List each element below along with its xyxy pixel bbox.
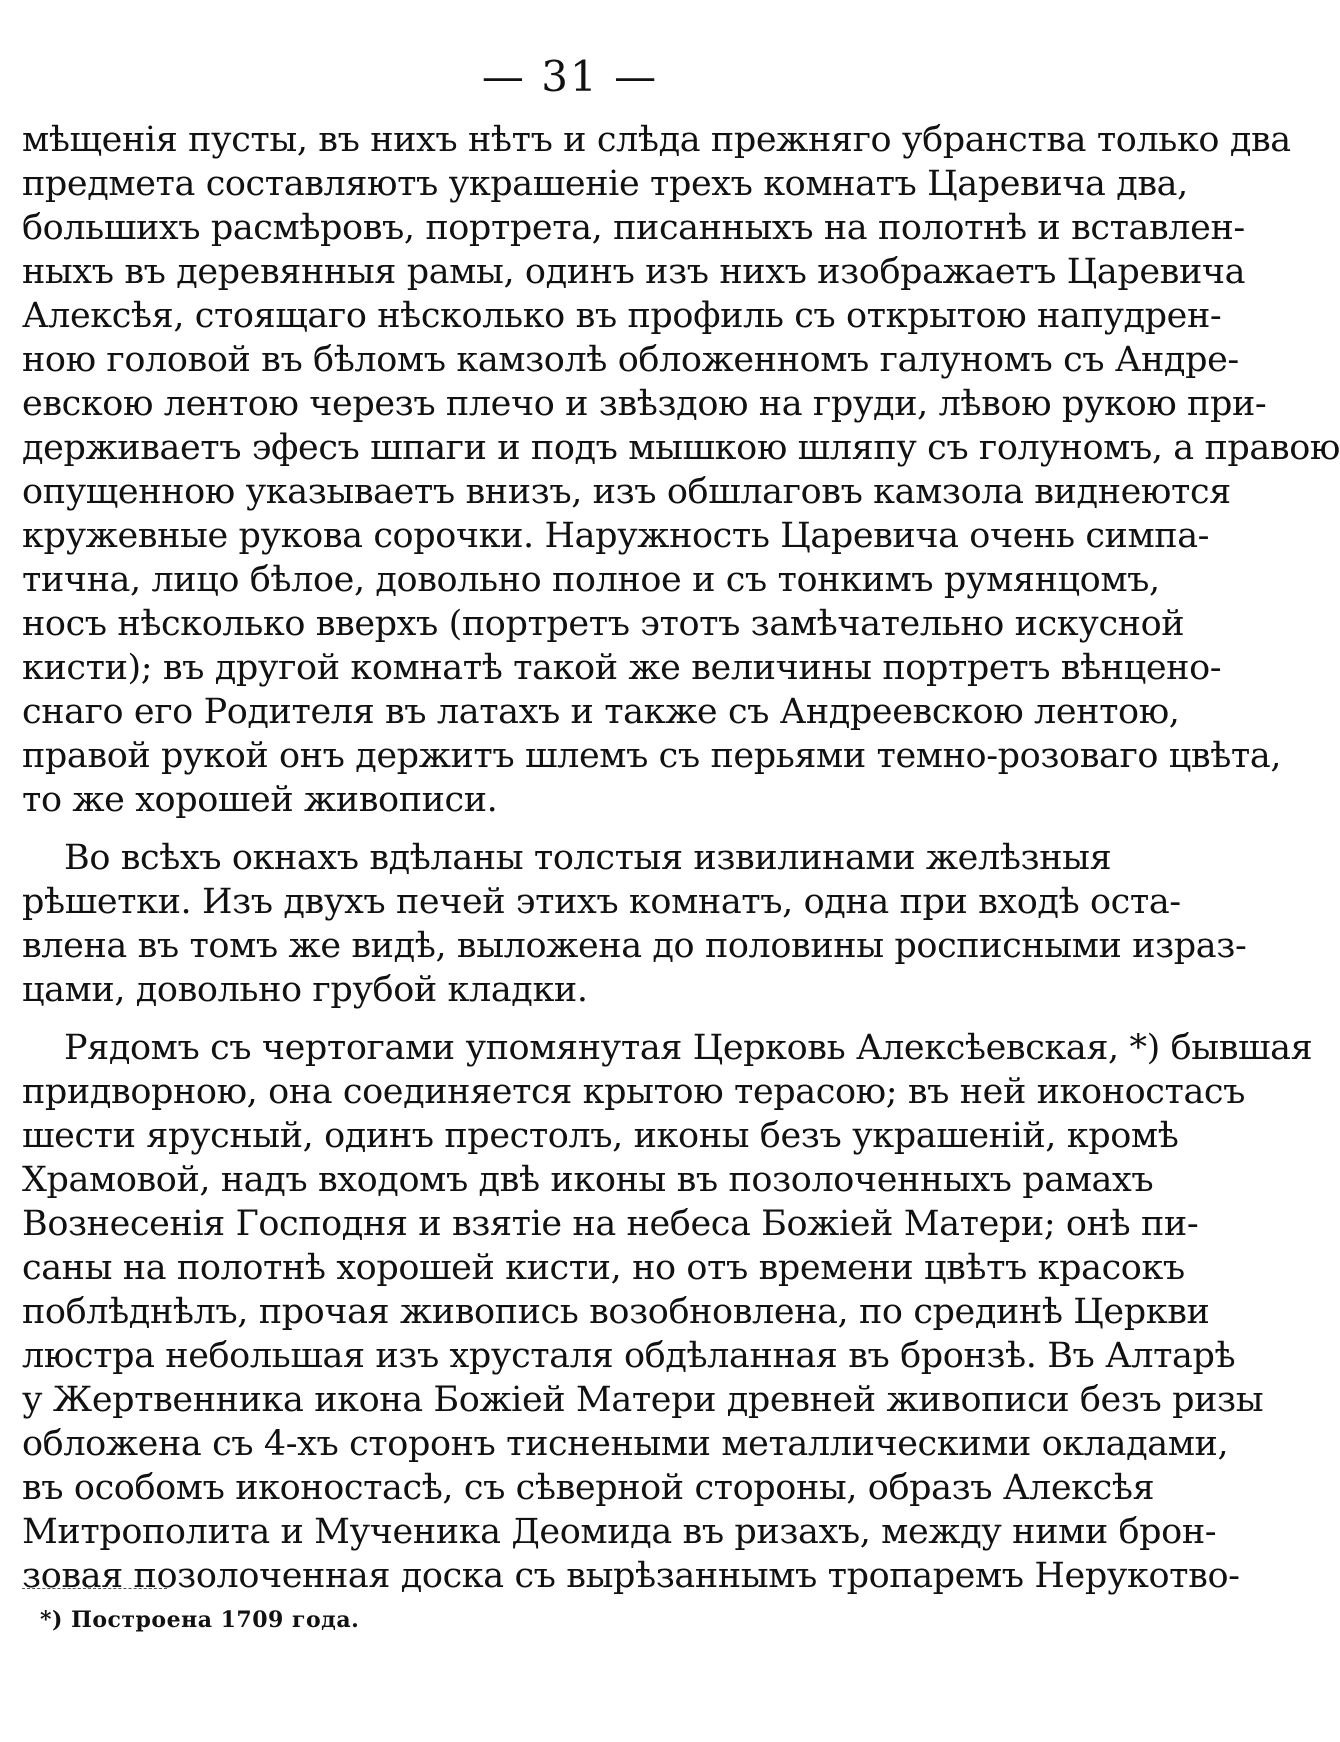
text-line: кружевные рукова сорочки. Наружность Царевича очень симпа- <box>22 516 1210 556</box>
text-line: предмета составляютъ украшеніе трехъ комнатъ Царевича два, <box>22 164 1188 204</box>
text-line: ною головой въ бѣломъ камзолѣ обложенномъ галуномъ съ Андре- <box>22 340 1239 380</box>
paragraph-1 <box>22 118 1340 822</box>
text-line: ныхъ въ деревянныя рамы, одинъ изъ нихъ изображаетъ Царевича <box>22 252 1246 292</box>
body-text <box>22 118 1340 1612</box>
text-line: у Жертвенника икона Божіей Матери древней живописи безъ ризы <box>22 1380 1264 1420</box>
text-line: рѣшетки. Изъ двухъ печей этихъ комнатъ, одна при входѣ оста- <box>22 882 1181 922</box>
text-line: большихъ расмѣровъ, портрета, писанныхъ на полотнѣ и вставлен- <box>22 208 1245 248</box>
text-line: то же хорошей живописи. <box>22 780 498 820</box>
text-line: Вознесенія Господня и взятіе на небеса Божіей Матери; онѣ пи- <box>22 1204 1199 1244</box>
text-line: правой рукой онъ держитъ шлемъ съ перьями темно-розоваго цвѣта, <box>22 736 1282 776</box>
footnote-divider <box>22 1588 167 1589</box>
text-line: зовая позолоченная доска съ вырѣзаннымъ тропаремъ Нерукотво- <box>22 1556 1240 1596</box>
text-line: поблѣднѣлъ, прочая живопись возобновлена, по срединѣ Церкви <box>22 1292 1210 1332</box>
text-line: Алексѣя, стоящаго нѣсколько въ профиль съ открытою напудрен- <box>22 296 1222 336</box>
text-line: евскою лентою черезъ плечо и звѣздою на груди, лѣвою рукою при- <box>22 384 1267 424</box>
page-number: — 31 — <box>481 52 659 101</box>
text-line: носъ нѣсколько вверхъ (портретъ этотъ замѣчательно искусной <box>22 604 1185 644</box>
footnote: *) Построена 1709 года. <box>40 1607 360 1633</box>
paragraph-3 <box>22 1026 1313 1598</box>
text-line: тична, лицо бѣлое, довольно полное и съ тонкимъ румянцомъ, <box>22 560 1160 600</box>
text-line: снаго его Родителя въ латахъ и также съ Андреевскою лентою, <box>22 692 1180 732</box>
text-line: цами, довольно грубой кладки. <box>22 970 588 1010</box>
text-line: держиваетъ эфесъ шпаги и подъ мышкою шляпу съ голуномъ, а правою <box>22 428 1340 468</box>
text-line: саны на полотнѣ хорошей кисти, но отъ времени цвѣтъ красокъ <box>22 1248 1185 1288</box>
text-line: кисти); въ другой комнатѣ такой же величины портретъ вѣнцено- <box>22 648 1222 688</box>
text-line: Во всѣхъ окнахъ вдѣланы толстыя извилинами желѣзныя <box>64 838 1112 878</box>
text-line: шести ярусный, одинъ престолъ, иконы безъ украшеній, кромѣ <box>22 1116 1179 1156</box>
text-line: Рядомъ съ чертогами упомянутая Церковь Алексѣевская, *) бывшая <box>64 1028 1313 1068</box>
text-line: опущенною указываетъ внизъ, изъ обшлаговъ камзола виднеются <box>22 472 1231 512</box>
text-line: влена въ томъ же видѣ, выложена до половины росписными израз- <box>22 926 1247 966</box>
text-line: Храмовой, надъ входомъ двѣ иконы въ позолоченныхъ рамахъ <box>22 1160 1154 1200</box>
text-line: придворною, она соединяется крытою терасою; въ ней иконостасъ <box>22 1072 1246 1112</box>
text-line: въ особомъ иконостасѣ, съ сѣверной стороны, образъ Алексѣя <box>22 1468 1155 1508</box>
text-line: Митрополита и Мученика Деомида въ ризахъ, между ними брон- <box>22 1512 1217 1552</box>
text-line: мѣщенія пусты, въ нихъ нѣтъ и слѣда прежняго убранства только два <box>22 120 1291 160</box>
text-line: люстра небольшая изъ хрусталя обдѣланная въ бронзѣ. Въ Алтарѣ <box>22 1336 1236 1376</box>
text-line: обложена съ 4-хъ сторонъ тиснеными металлическими окладами, <box>22 1424 1229 1464</box>
paragraph-2 <box>22 836 1247 1012</box>
